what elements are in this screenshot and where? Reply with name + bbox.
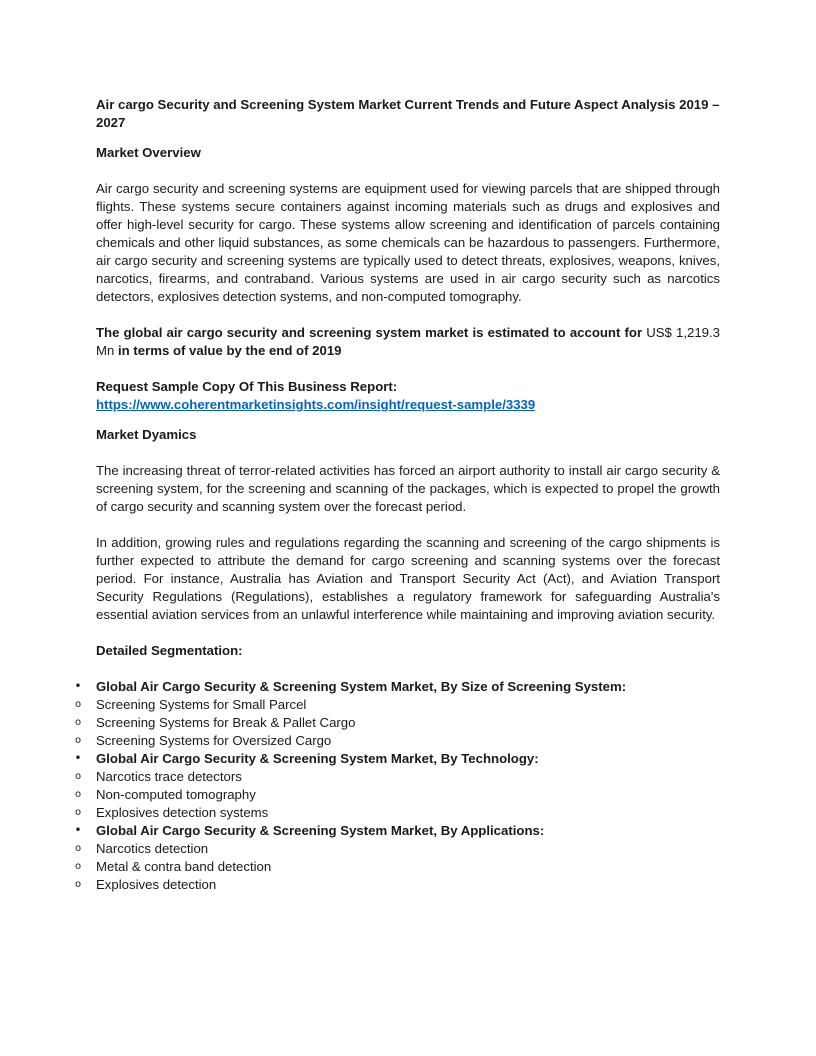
segment-size: • Global Air Cargo Security & Screening System Market, By Size of Screening System: xyxy=(96,678,720,696)
market-overview-heading: Market Overview xyxy=(96,145,201,160)
bullet-icon: • xyxy=(74,825,82,836)
request-sample-label: Request Sample Copy Of This Business Report: xyxy=(96,379,398,394)
circle-bullet-icon: o xyxy=(74,771,82,782)
list-item: o Narcotics detection xyxy=(96,840,720,858)
request-sample-line xyxy=(96,396,720,414)
circle-bullet-icon: o xyxy=(74,789,82,800)
bullet-icon: • xyxy=(74,753,82,764)
circle-bullet-icon: o xyxy=(74,861,82,872)
segmentation-heading: Detailed Segmentation: xyxy=(96,643,243,658)
segment-technology: • Global Air Cargo Security & Screening System Market, By Technology: xyxy=(96,750,720,768)
market-dynamics-paragraph-1: The increasing threat of terror-related activities has forced an airport authority to install air cargo security & screening system, for the screening and scanning of the packages, which is expected to propel the growth of cargo security and scanning system over the forecast period. xyxy=(96,463,720,514)
bullet-icon: • xyxy=(74,681,82,692)
market-estimate-paragraph xyxy=(96,324,720,360)
circle-bullet-icon: o xyxy=(74,735,82,746)
estimate-suffix: in terms of value by the end of 2019 xyxy=(117,343,342,358)
segment-applications: • Global Air Cargo Security & Screening System Market, By Applications: xyxy=(96,822,720,840)
circle-bullet-icon: o xyxy=(74,807,82,818)
list-item: o Narcotics trace detectors xyxy=(96,768,720,786)
document-title: Air cargo Security and Screening System Market Current Trends and Future Aspect Analysis 2019 – 2027 xyxy=(96,97,720,130)
request-sample-link[interactable]: https://www.coherentmarketinsights.com/insight/request-sample/3339 xyxy=(96,397,536,412)
circle-bullet-icon: o xyxy=(74,717,82,728)
market-dynamics-heading: Market Dyamics xyxy=(96,427,197,442)
estimate-prefix: The global air cargo security and screening system market is estimated to account for xyxy=(96,325,643,340)
list-item: o Explosives detection xyxy=(96,876,720,894)
list-item: o Screening Systems for Break & Pallet Cargo xyxy=(96,714,720,732)
market-dynamics-paragraph-2: In addition, growing rules and regulations regarding the scanning and screening of the cargo shipments is further expected to attribute the demand for cargo screening and scanning systems over the forecast period. For instance, Australia has Aviation and Transport Security Act (Act), and Aviation Transport Security Regulations (Regulations), establishes a regulatory framework for safeguarding Australia's essential aviation services from an unlawful interference while maintaining and improving aviation security. xyxy=(96,535,720,622)
list-item: o Screening Systems for Oversized Cargo xyxy=(96,732,720,750)
document-page xyxy=(74,96,720,894)
circle-bullet-icon: o xyxy=(74,699,82,710)
list-item: o Non-computed tomography xyxy=(96,786,720,804)
list-item: o Screening Systems for Small Parcel xyxy=(96,696,720,714)
estimate-value: US$ 1,219.3 Mn xyxy=(96,325,720,358)
segmentation-list xyxy=(74,678,720,894)
circle-bullet-icon: o xyxy=(74,843,82,854)
list-item: o Metal & contra band detection xyxy=(96,858,720,876)
list-item: o Explosives detection systems xyxy=(96,804,720,822)
circle-bullet-icon: o xyxy=(74,879,82,890)
market-overview-paragraph: Air cargo security and screening systems are equipment used for viewing parcels that are shipped through flights. These systems secure containers against incoming materials such as drugs and explosives and offer high-level security for cargo. These systems allow screening and identification of parcels containing chemicals and other liquid substances, as some chemicals can be hazardous to passengers. Furthermore, air cargo security and screening systems are typically used to detect threats, explosives, weapons, knives, narcotics, firearms, and contraband. Various systems are used in air cargo security such as narcotics detectors, explosives detection systems, and non-computed tomography. xyxy=(96,181,720,304)
